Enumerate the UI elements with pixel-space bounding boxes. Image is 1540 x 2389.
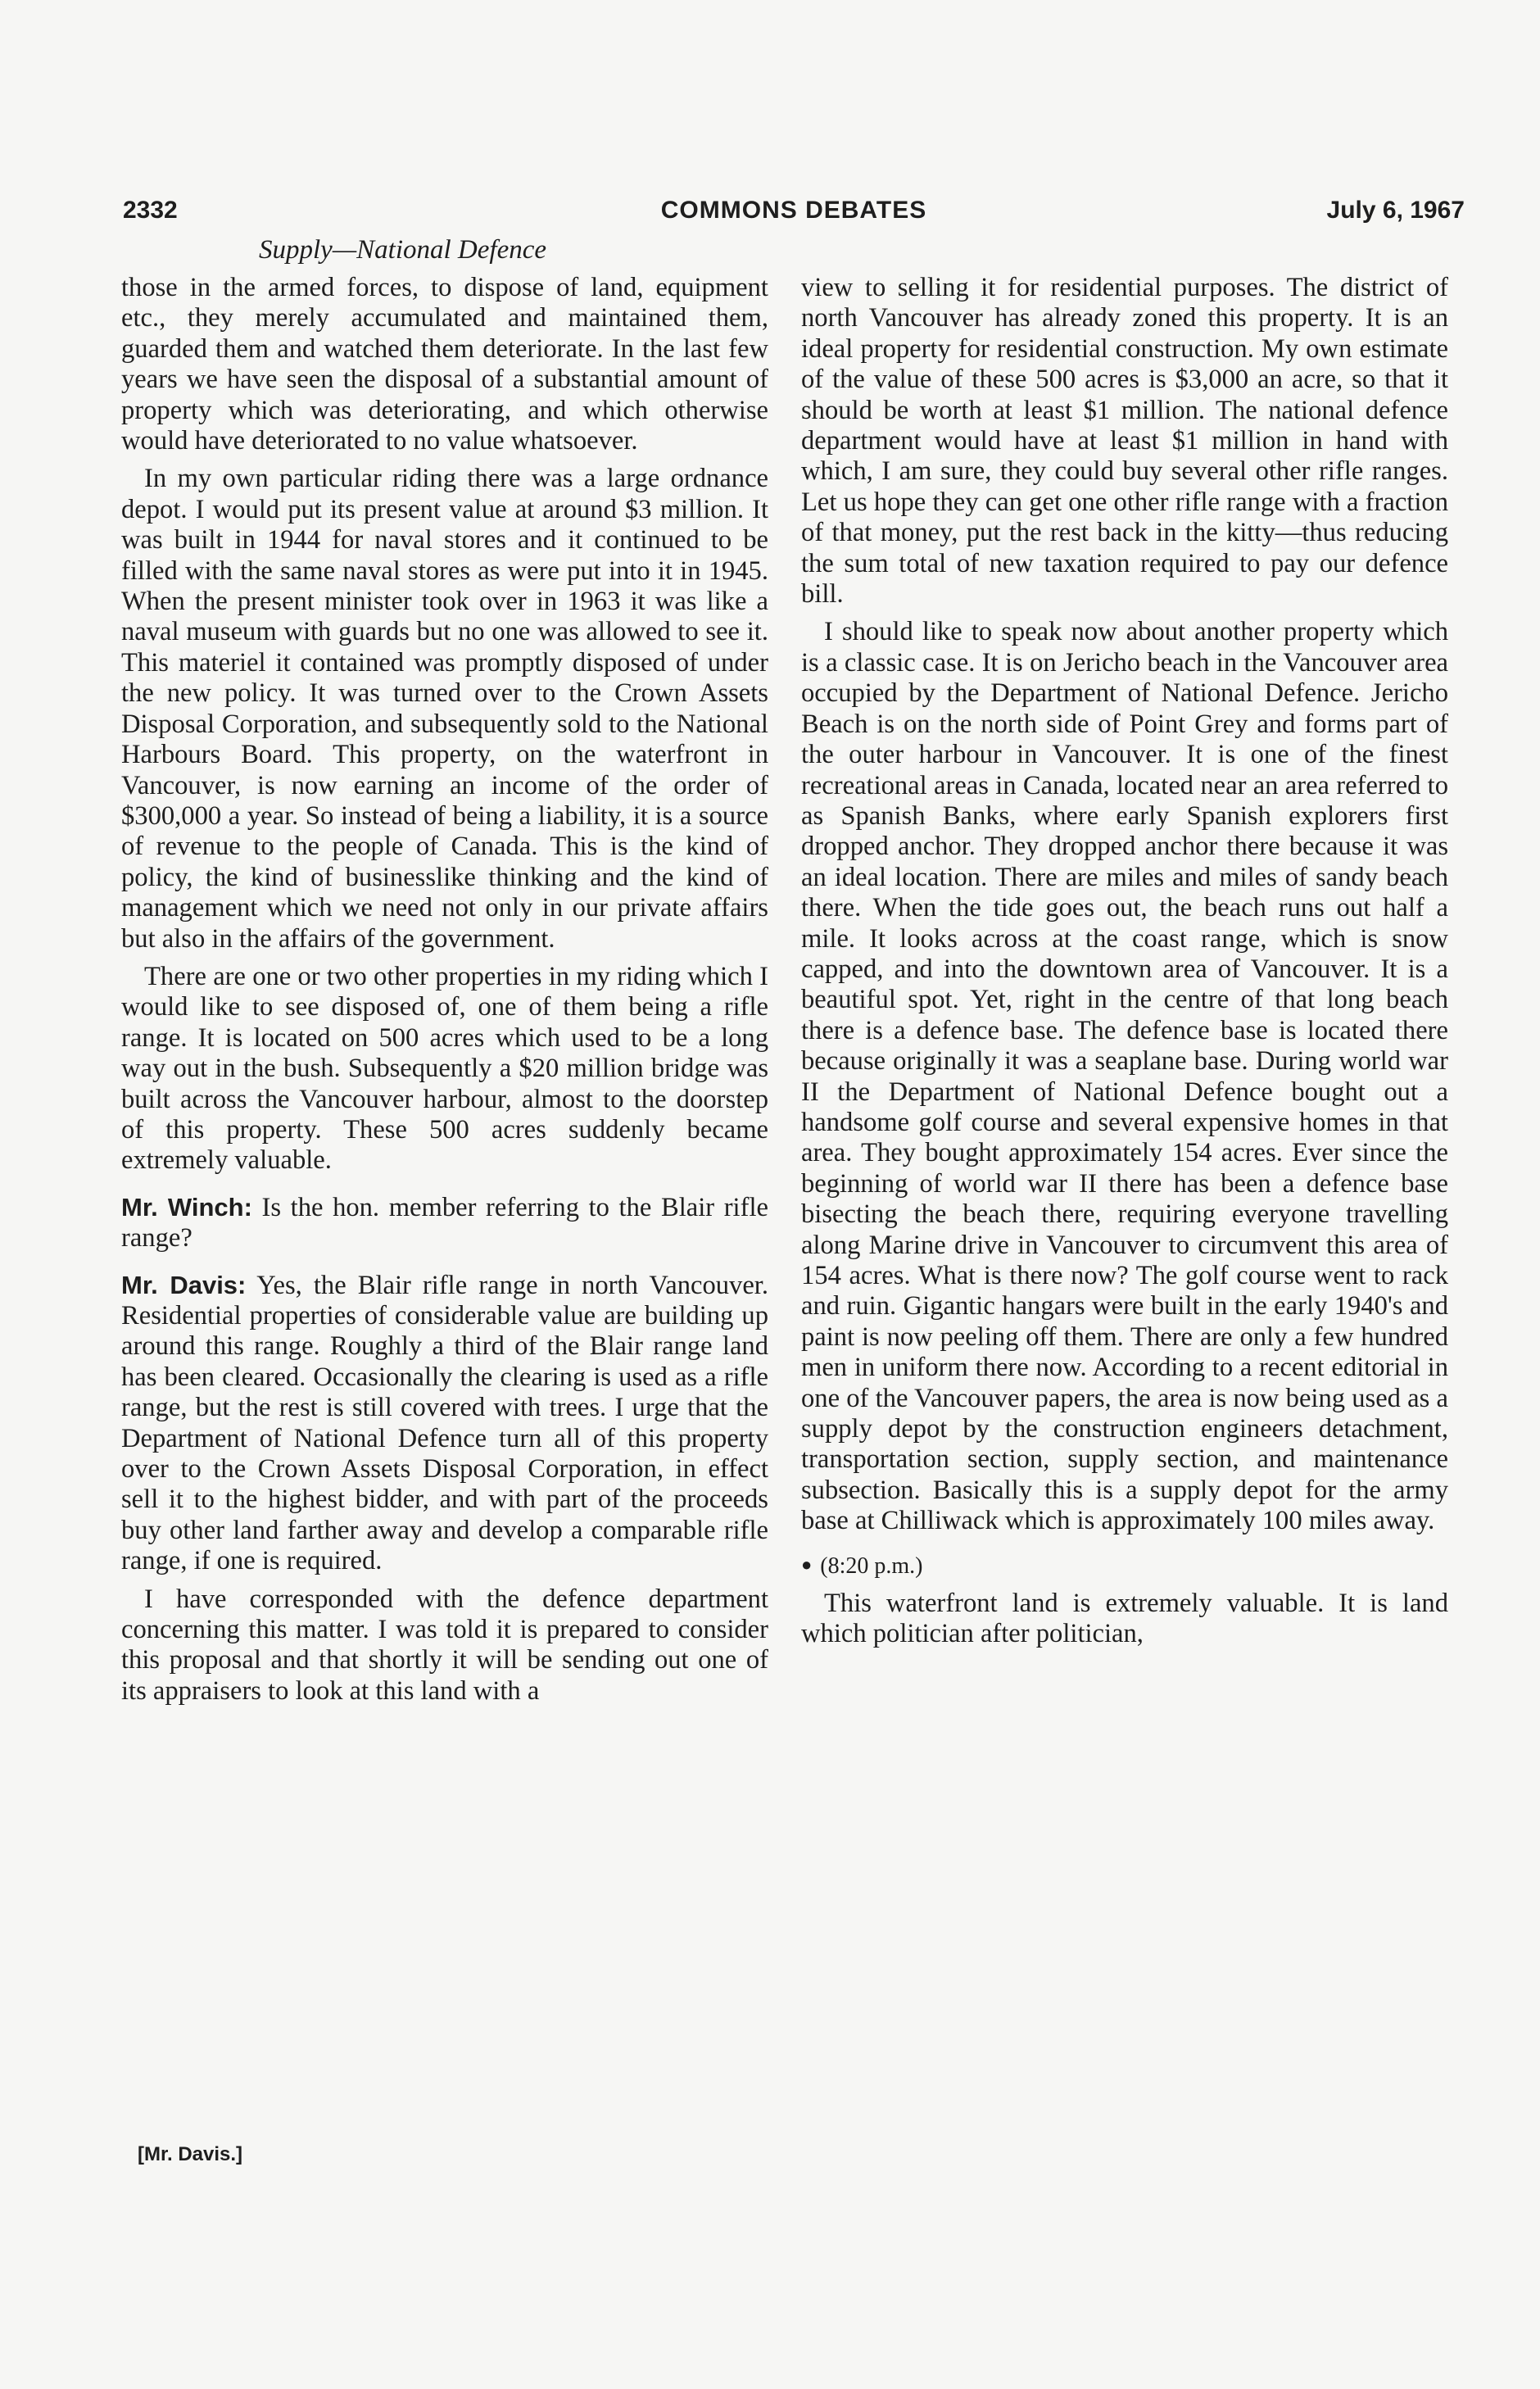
- speaker-name: Mr. Davis:: [121, 1270, 247, 1299]
- paragraph: those in the armed forces, to dispose of land, equipment etc., they merely accumulated and maintained them, guarded them and watched them deteriorate. In the last few years we have seen the disposal of a substantial amount of property which was deteriorating, and which otherwise would have deteriorated to no value whatsoever.: [121, 273, 768, 456]
- paragraph: This waterfront land is extremely valuable. It is land which politician after politician,: [801, 1588, 1448, 1649]
- paragraph: In my own particular riding there was a large ordnance depot. I would put its present value at around $3 million. It was built in 1944 for naval stores and it continued to be filled with the same naval stores as were put into it in 1945. When the present minister took over in 1963 it was like a naval museum with guards but no one was allowed to see it. This materiel it contained was promptly disposed of under the new policy. It was turned over to the Crown Assets Disposal Corporation, and subsequently sold to the National Harbours Board. This property, on the waterfront in Vancouver, is now earning an income of the order of $300,000 a year. So instead of being a liability, it is a source of revenue to the people of Canada. This is the kind of policy, the kind of businesslike thinking and the kind of management which we need not only in our private affairs but also in the affairs of the government.: [121, 464, 768, 954]
- running-head: Supply—National Defence: [259, 235, 547, 265]
- speech: [121, 1270, 768, 1577]
- speech-text: Is the hon. member referring to the Blair rifle range?: [121, 1192, 768, 1253]
- paragraph: view to selling it for residential purposes. The district of north Vancouver has already zoned this property. It is an ideal property for residential construction. My own estimate of the value of these 500 acres is $3,000 an acre, so that it should be worth at least $1 million. The national defence department would have at least $1 million in hand with which, I am sure, they could buy several other rifle ranges. Let us hope they can get one other rifle range with a fraction of that money, put the rest back in the kitty—thus reducing the sum total of new taxation required to pay our defence bill.: [801, 273, 1448, 610]
- publication-title: COMMONS DEBATES: [660, 197, 927, 224]
- left-column: [121, 273, 768, 1707]
- publication-date: July 6, 1967: [1326, 197, 1465, 224]
- timestamp: [801, 1550, 1448, 1581]
- bullet-icon: ●: [801, 1553, 813, 1575]
- page-header: [123, 197, 1465, 229]
- timestamp-text: (8:20 p.m.): [820, 1553, 923, 1579]
- speech-text: Yes, the Blair rifle range in north Vancouver. Residential properties of considerable value are building up around this range. Roughly a third of the Blair range land has been cleared. Occasionally the clearing is used as a rifle range, but the rest is still covered with trees. I urge that the Department of National Defence turn all of this property over to the Crown Assets Disposal Corporation, in effect sell it to the highest bidder, and with part of the proceeds buy other land farther away and develop a comparable rifle range, if one is required.: [121, 1270, 768, 1576]
- right-column: [801, 273, 1448, 1649]
- paragraph: I should like to speak now about another property which is a classic case. It is on Jericho beach in the Vancouver area occupied by the Department of National Defence. Jericho Beach is on the north side of Point Grey and forms part of the outer harbour in Vancouver. It is one of the finest recreational areas in Canada, located near an area referred to as Spanish Banks, where early Spanish explorers first dropped anchor. They dropped anchor there because it was an ideal location. There are miles and miles of sandy beach there. When the tide goes out, the beach runs out half a mile. It looks across at the coast range, which is snow capped, and into the downtown area of Vancouver. It is a beautiful spot. Yet, right in the centre of that long beach there is a defence base. The defence base is located there because originally it was a seaplane base. During world war II the Department of National Defence bought out a handsome golf course and several expensive homes in that area. They bought approximately 154 acres. Ever since the beginning of world war II there has been a defence base bisecting the beach there, requiring everyone travelling along Marine drive in Vancouver to circumvent this area of 154 acres. What is there now? The golf course went to rack and ruin. Gigantic hangars were built in the early 1940's and paint is now peeling off them. There are only a few hundred men in uniform there now. According to a recent editorial in one of the Vancouver papers, the area is now being used as a supply depot by the construction engineers detachment, transportation section, supply section, and maintenance subsection. Basically this is a supply depot for the army base at Chilliwack which is approximately 100 miles away.: [801, 617, 1448, 1536]
- speech: [121, 1192, 768, 1254]
- paragraph: There are one or two other properties in my riding which I would like to see disposed of, one of them being a rifle range. It is located on 500 acres which used to be a long way out in the bush. Subsequently a $20 million bridge was built across the Vancouver harbour, almost to the doorstep of this property. These 500 acres suddenly became extremely valuable.: [121, 961, 768, 1176]
- speaker-name: Mr. Winch:: [121, 1192, 252, 1222]
- page-number: 2332: [123, 197, 178, 224]
- footer-speaker-note: [Mr. Davis.]: [138, 2143, 243, 2165]
- paragraph: I have corresponded with the defence department concerning this matter. I was told it is prepared to consider this proposal and that shortly it will be sending out one of its appraisers to look at this land with a: [121, 1584, 768, 1706]
